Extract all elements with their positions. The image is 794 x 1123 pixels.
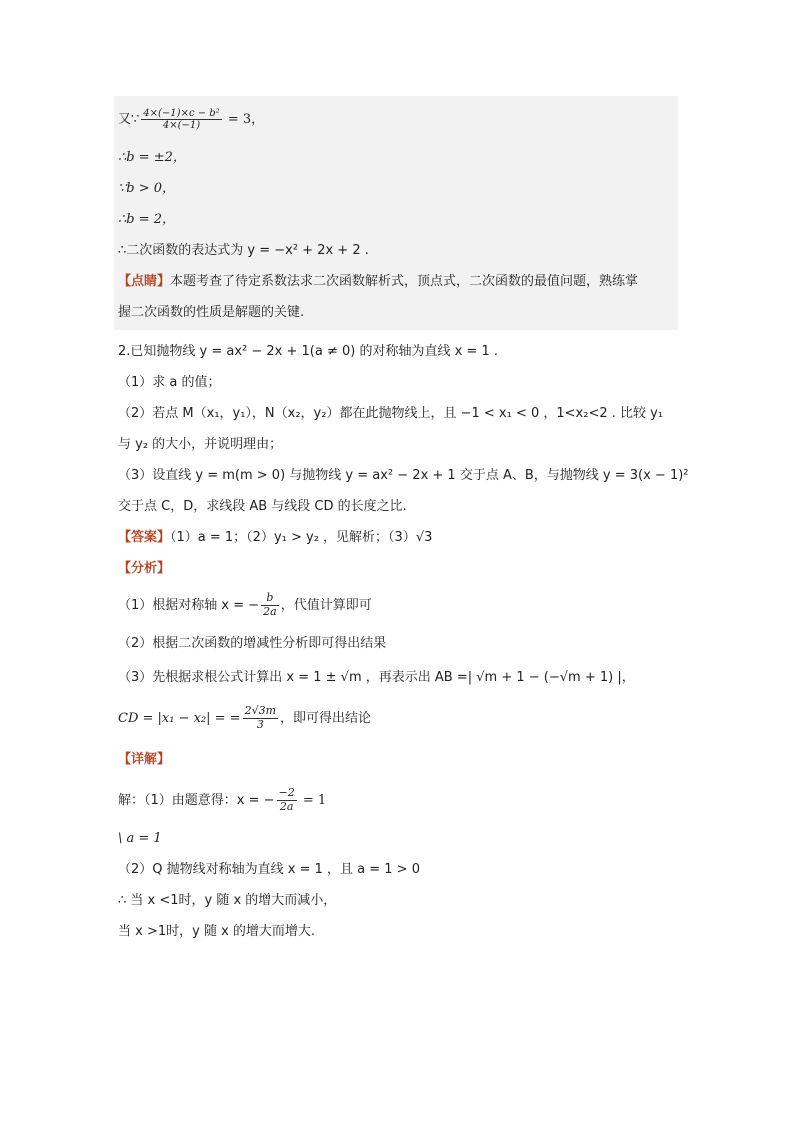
- problem-part-2-cont: 与 y₂ 的大小，并说明理由；: [118, 437, 283, 452]
- tip-text: 本题考查了待定系数法求二次函数解析式，顶点式，二次函数的最值问题，熟练掌: [170, 274, 639, 289]
- analysis-label: 【分析】: [118, 561, 171, 576]
- fraction: [277, 787, 297, 813]
- detail-text: = 1: [298, 793, 327, 808]
- answer-label: 【答案】: [118, 530, 171, 545]
- equation-suffix: = 3，: [223, 112, 265, 127]
- solution-line: ∴二次函数的表达式为 y = −x² + 2x + 2 .: [118, 243, 369, 258]
- analysis-text: ，即可得出结论: [280, 711, 372, 726]
- problem-part-1: （1）求 a 的值；: [118, 375, 221, 390]
- fraction-denominator: 3: [256, 718, 264, 731]
- problem-part-3-cont: 交于点 C，D，求线段 AB 与线段 CD 的长度之比.: [118, 499, 407, 514]
- detail-label: 【详解】: [118, 752, 171, 767]
- detail-item-4: ∴ 当 x <1时，y 随 x 的增大而减小，: [118, 893, 337, 908]
- tip-line: 握二次函数的性质是解题的关键.: [118, 305, 305, 320]
- analysis-text: ，代值计算即可: [280, 598, 372, 613]
- fraction: [141, 108, 221, 132]
- detail-item-3: （2）Q 抛物线对称轴为直线 x = 1 ，且 a = 1 > 0: [118, 862, 420, 877]
- analysis-item-3: （3）先根据求根公式计算出 x = 1 ± √m ，再表示出 AB =| √m + 1 − (−√m + 1) |，: [118, 670, 635, 685]
- fraction-numerator: 2√3m: [244, 704, 277, 718]
- tip-line: [118, 266, 674, 297]
- equation-line: [118, 98, 674, 142]
- answer-text: （1）a = 1；（2）y₁ > y₂ ，见解析；（3）√3: [170, 530, 433, 545]
- equation-prefix: 又∵: [118, 112, 140, 127]
- analysis-item-4: [118, 697, 678, 741]
- fraction-numerator: 4×(−1)×c − b²: [143, 107, 220, 119]
- solution-line: ∴b = ±2，: [118, 150, 186, 165]
- solution-line: ∴b = 2，: [118, 212, 176, 227]
- document-content: [118, 96, 689, 947]
- problem-part-3: （3）设直线 y = m(m > 0) 与抛物线 y = ax² − 2x + 1 交于点 A、B，与抛物线 y = 3(x − 1)²: [118, 468, 689, 483]
- problem-part-2: （2）若点 M（x₁，y₁），N（x₂，y₂）都在此抛物线上，且 −1 < x₁ < 0 ，1<x₂<2 . 比较 y₁: [118, 406, 664, 421]
- analysis-label-line: [118, 553, 678, 584]
- analysis-item-1: [118, 584, 678, 628]
- fraction: [261, 592, 279, 618]
- solution-line: ∵b > 0，: [118, 181, 176, 196]
- problem-statement: 2.已知抛物线 y = ax² − 2x + 1(a ≠ 0) 的对称轴为直线 x = 1 .: [118, 344, 498, 359]
- fraction-numerator: b: [261, 592, 279, 606]
- analysis-text: CD = |x₁ − x₂| = =: [118, 711, 241, 726]
- detail-text: 解：（1）由题意得：x = −: [118, 793, 275, 808]
- shaded-solution-block: [114, 96, 678, 330]
- fraction-denominator: 2a: [279, 800, 294, 813]
- fraction-numerator: −2: [278, 786, 295, 800]
- detail-item-2: \ a = 1: [118, 831, 162, 846]
- answer-line: [118, 522, 678, 553]
- detail-label-line: [118, 741, 678, 779]
- fraction-denominator: 4×(−1): [162, 120, 201, 131]
- analysis-text: （1）根据对称轴 x = −: [118, 598, 260, 613]
- detail-item-5: 当 x >1时，y 随 x 的增大而增大.: [118, 924, 316, 939]
- fraction-denominator: 2a: [263, 605, 277, 618]
- fraction: [243, 705, 278, 731]
- detail-item-1: [118, 779, 678, 823]
- tip-label: 【点睛】: [118, 274, 171, 289]
- analysis-item-2: （2）根据二次函数的增减性分析即可得出结果: [118, 636, 387, 651]
